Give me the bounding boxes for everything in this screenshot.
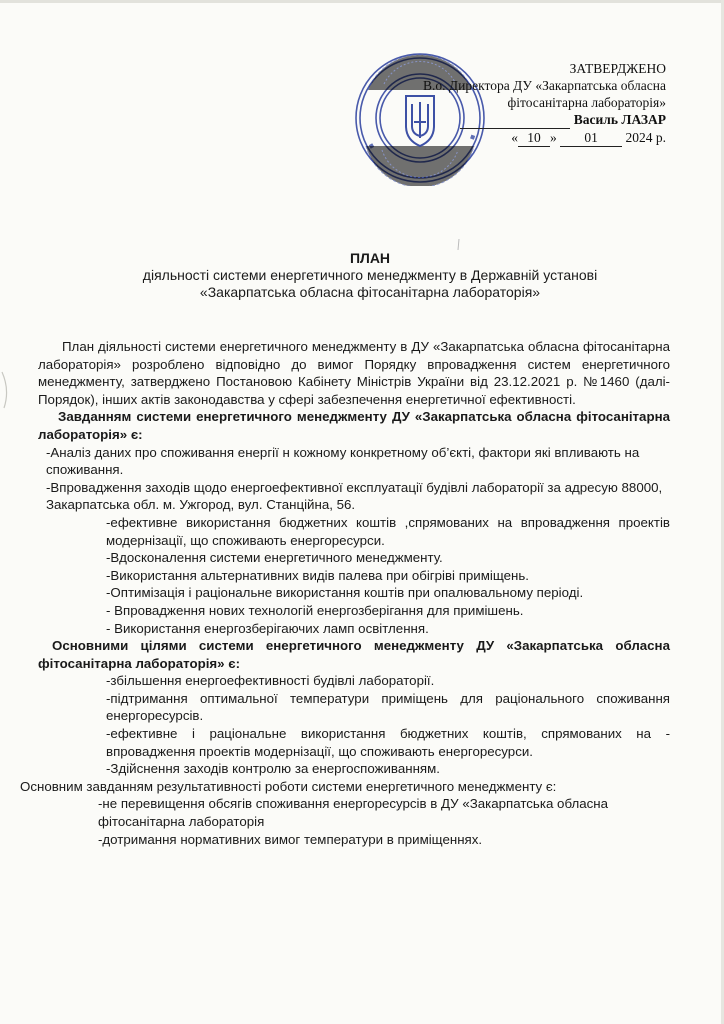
task-item-2: -Впровадження заходів щодо енергоефективної експлуатації будівлі лабораторії за адресую 88000, Закарпатська обл. м. Ужгород, вул. Станційна, 56. [46, 479, 663, 513]
tasks-heading: Завданням системи енергетичного менеджменту ДУ «Закарпатська обласна фітосанітарна лабораторія» є: [38, 409, 670, 442]
approver-position-line1: В.о. Директора ДУ «Закарпатська обласна [423, 78, 666, 93]
title-line3: «Закарпатська обласна фітосанітарна лабораторія» [199, 284, 541, 300]
title-plan: ПЛАН [349, 250, 391, 266]
scan-margin-mark [0, 370, 14, 410]
scan-speck [454, 238, 464, 252]
signature-underline [460, 111, 570, 129]
scan-top-edge [0, 0, 724, 3]
goal-item-4: -Здійснення заходів контролю за енергоспоживанням. [106, 761, 440, 777]
result-item-2: -дотримання нормативних вимог температури в приміщеннях. [98, 831, 483, 847]
task-sub-item-5: - Впровадження нових технологій енергозберігання для примішень. [106, 602, 524, 618]
approved-label: ЗАТВЕРДЖЕНО [569, 61, 666, 76]
results-heading: Основним завданням результативності роботи системи енергетичного менеджменту є: [20, 778, 557, 794]
signature-line [396, 111, 666, 129]
date-month: 01 [560, 129, 622, 147]
document-title [70, 250, 670, 301]
goal-item-1: -збільшення енергоефективності будівлі лабораторії. [106, 673, 435, 689]
document-body [20, 338, 670, 848]
task-sub-item-4: -Оптимізація і раціональне використання коштів при опалювальному періоді. [106, 585, 584, 601]
title-line2: діяльності системи енергетичного менеджменту в Державній установі [142, 267, 598, 283]
approval-block [396, 60, 666, 147]
task-sub-item-1: -ефективне використання бюджетних коштів ,спрямованих на впровадження проектів модернізації, що споживають енергоресурси. [106, 514, 670, 548]
approval-date: « 10 » 01 2024 р. [511, 130, 666, 145]
intro-paragraph: План діяльності системи енергетичного менеджменту в ДУ «Закарпатська обласна фітосанітарна лабораторія» розроблено відповідно до вимог Порядку впровадження систем енергетичного менеджменту, затверджено Постановою Кабінету Міністрів України від 23.12.2021 р. №1460 (далі-Порядок), інших актів законодавства у сфері забезпечення енергетичної ефективності. [38, 339, 670, 407]
date-day: 10 [518, 129, 550, 147]
task-item-1: -Аналіз даних про споживання енергії н кожному конкретному об’єкті, фактори які впливають на споживання. [46, 444, 640, 478]
date-year: 2024 р. [625, 130, 666, 145]
task-sub-item-6: - Використання енергозберігаючих ламп освітлення. [106, 620, 429, 636]
task-sub-item-2: -Вдосконалення системи енергетичного менеджменту. [106, 550, 443, 566]
approver-position-line2: фітосанітарна лабораторія» [507, 95, 666, 110]
goal-item-2: -підтримання оптимальної температури приміщень для раціонального споживання енергоресурсів. [106, 690, 670, 724]
signer-name: Василь ЛАЗАР [573, 112, 666, 127]
goal-item-3: -ефективне і раціональне використання бюджетних коштів, спрямованих на - впровадження проектів модернізації, що споживають енергоресурси. [106, 726, 670, 759]
result-item-1: -не перевищення обсягів споживання енергоресурсів в ДУ «Закарпатська обласна фітосанітарна лабораторія [98, 796, 609, 830]
task-sub-item-3: -Використання альтернативних видів палева при обігріві приміщень. [106, 567, 529, 583]
goals-heading: Основними цілями системи енергетичного менеджменту ДУ «Закарпатська обласна фітосанітарна лабораторія» є: [38, 638, 670, 671]
